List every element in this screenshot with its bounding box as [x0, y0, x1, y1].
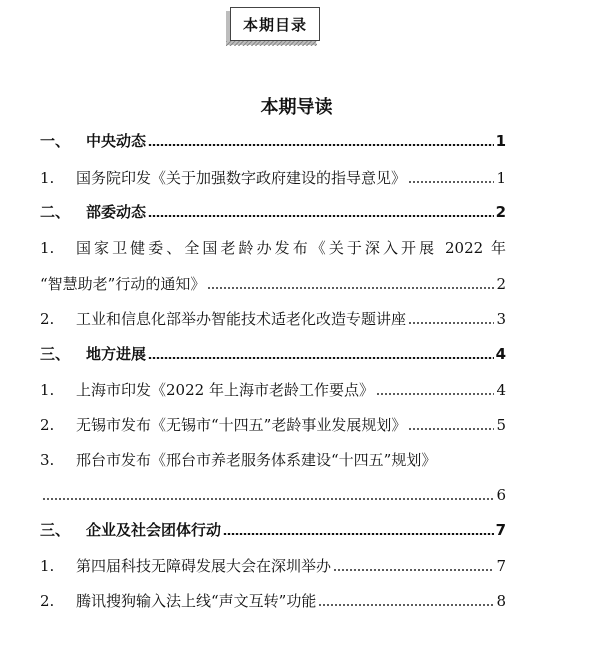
toc-item-continuation[interactable]: [40, 270, 506, 294]
dot-leader: [223, 533, 494, 535]
page-number: 5: [496, 416, 506, 434]
page-number: 7: [496, 557, 506, 575]
toc-item[interactable]: [40, 446, 506, 470]
item-number: 1.: [40, 381, 55, 399]
item-title-line2: “智慧助老”行动的通知》: [40, 275, 206, 293]
item-number: 3.: [40, 451, 55, 469]
dot-leader: [333, 569, 494, 571]
page-number: 4: [496, 381, 506, 399]
item-number: 1.: [40, 169, 55, 187]
section-title: 部委动态: [86, 203, 147, 221]
item-title: 工业和信息化部举办智能技术适老化改造专题讲座: [76, 310, 407, 328]
section-title: 地方进展: [86, 345, 147, 363]
page-number: 3: [496, 310, 506, 328]
item-title: 上海市印发《2022 年上海市老龄工作要点》: [76, 381, 374, 399]
item-title: 国务院印发《关于加强数字政府建设的指导意见》: [76, 169, 407, 187]
toc-item[interactable]: [40, 164, 506, 188]
toc-item[interactable]: [40, 234, 506, 258]
item-title: 第四届科技无障碍发展大会在深圳举办: [76, 557, 332, 575]
toc-item-continuation[interactable]: [40, 481, 506, 505]
toc-item[interactable]: [40, 411, 506, 435]
page-number: 8: [496, 592, 506, 610]
toc-section-enterprise[interactable]: [40, 516, 506, 540]
dot-leader: [408, 181, 494, 183]
dot-leader: [148, 144, 494, 146]
page-number: 6: [496, 486, 506, 504]
toc-section-ministries[interactable]: [40, 198, 506, 222]
toc-section-central[interactable]: [40, 127, 506, 151]
page-subtitle: 本期导读: [260, 97, 333, 118]
item-title-line1: 国家卫健委、全国老龄办发布《关于深入开展 2022 年: [76, 239, 506, 257]
page-number: 4: [495, 345, 506, 363]
item-number: 2.: [40, 310, 55, 328]
toc-item[interactable]: [40, 552, 506, 576]
dot-leader: [318, 604, 494, 606]
page-number: 2: [495, 203, 506, 221]
item-number: 1.: [40, 557, 55, 575]
dot-leader: [148, 357, 494, 359]
dot-leader: [207, 287, 494, 289]
toc-title: 本期目录: [242, 15, 307, 34]
dot-leader: [408, 322, 494, 324]
item-number: 1.: [40, 239, 55, 257]
dot-leader: [376, 393, 495, 395]
section-title: 中央动态: [86, 132, 147, 150]
item-number: 2.: [40, 416, 55, 434]
page-number: 1: [495, 132, 506, 150]
page-number: 2: [496, 275, 506, 293]
dot-leader: [408, 428, 494, 430]
dot-leader: [42, 498, 494, 500]
item-title: 无锡市发布《无锡市“十四五”老龄事业发展规划》: [76, 416, 407, 434]
section-title: 企业及社会团体行动: [86, 521, 222, 539]
dot-leader: [148, 215, 494, 217]
item-title-line1: 邢台市发布《邢台市养老服务体系建设“十四五”规划》: [76, 451, 437, 469]
item-title: 腾讯搜狗输入法上线“声文互转”功能: [76, 592, 317, 610]
item-number: 2.: [40, 592, 55, 610]
page-number: 1: [496, 169, 506, 187]
page-number: 7: [495, 521, 506, 539]
toc-title-box: [230, 7, 320, 41]
section-number: 一、: [40, 132, 71, 150]
section-number: 二、: [40, 203, 71, 221]
section-number: 三、: [40, 345, 71, 363]
section-number: 三、: [40, 521, 71, 539]
toc-item[interactable]: [40, 587, 506, 611]
toc-section-local[interactable]: [40, 340, 506, 364]
toc-item[interactable]: [40, 376, 506, 400]
toc-item[interactable]: [40, 305, 506, 329]
